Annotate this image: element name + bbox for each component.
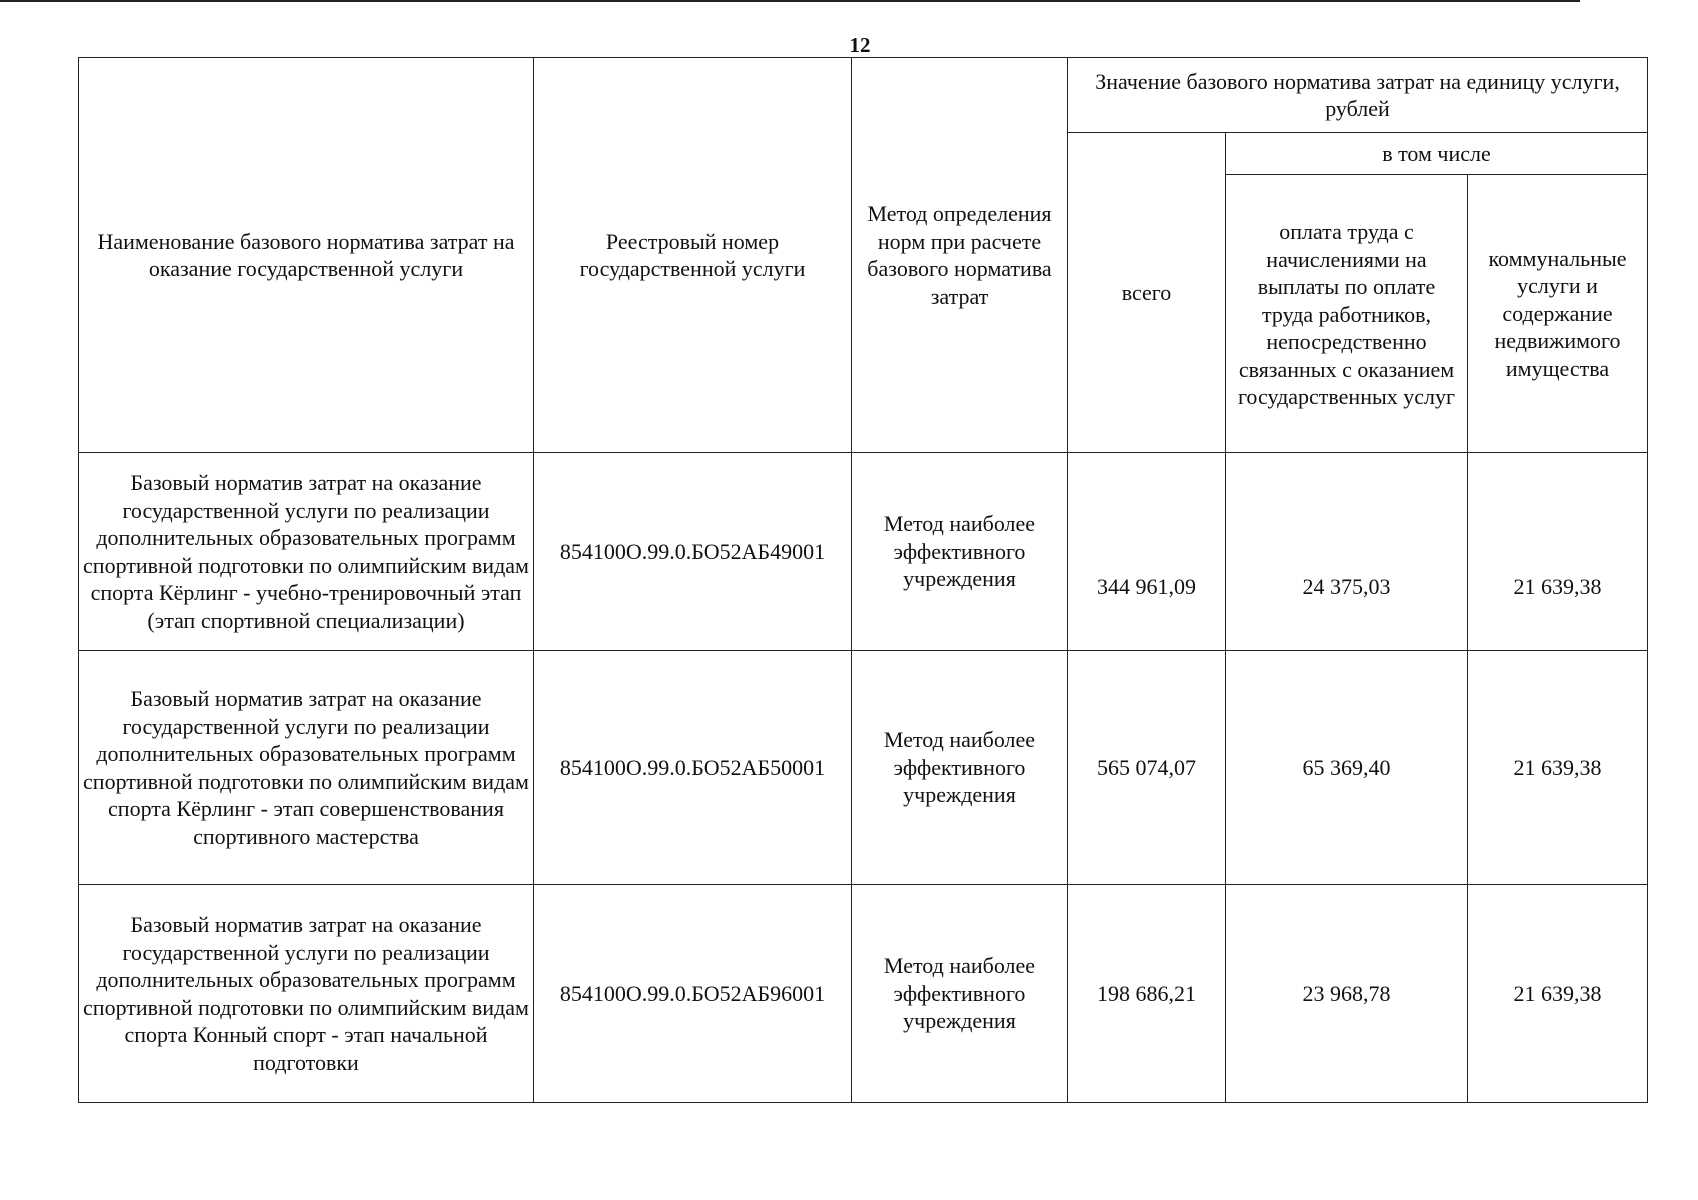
header-registry-number: Реестровый номер государственной услуги <box>534 58 852 453</box>
row-method: Метод наиболее эффективного учреждения <box>852 453 1068 651</box>
table-row <box>79 651 1648 885</box>
row-utilities: 21 639,38 <box>1468 651 1648 885</box>
row-method: Метод наиболее эффективного учреждения <box>852 885 1068 1103</box>
header-total: всего <box>1068 133 1226 453</box>
header-row-1 <box>79 58 1648 133</box>
header-method: Метод определения норм при расчете базового норматива затрат <box>852 58 1068 453</box>
row-labor: 23 968,78 <box>1226 885 1468 1103</box>
row-registry-number: 854100О.99.0.БО52АБ49001 <box>534 453 852 651</box>
row-registry-number: 854100О.99.0.БО52АБ96001 <box>534 885 852 1103</box>
top-border-line <box>0 0 1580 2</box>
row-utilities: 21 639,38 <box>1468 885 1648 1103</box>
row-norm-name: Базовый норматив затрат на оказание государственной услуги по реализации дополнительных образовательных программ спортивной подготовки по олимпийским видам спорта Кёрлинг - учебно-тренировочный этап (этап спортивной специализации) <box>79 453 534 651</box>
cost-norms-table <box>78 57 1648 1103</box>
table-row <box>79 885 1648 1103</box>
table-row <box>79 453 1648 651</box>
row-utilities: 21 639,38 <box>1468 453 1648 651</box>
row-norm-name: Базовый норматив затрат на оказание государственной услуги по реализации дополнительных образовательных программ спортивной подготовки по олимпийским видам спорта Кёрлинг - этап совершенствования спортивного мастерства <box>79 651 534 885</box>
row-norm-name: Базовый норматив затрат на оказание государственной услуги по реализации дополнительных образовательных программ спортивной подготовки по олимпийским видам спорта Конный спорт - этап начальной подготовки <box>79 885 534 1103</box>
row-labor: 65 369,40 <box>1226 651 1468 885</box>
header-utilities: коммунальные услуги и содержание недвижимого имущества <box>1468 175 1648 453</box>
header-including: в том числе <box>1226 133 1648 175</box>
header-value-group: Значение базового норматива затрат на единицу услуги, рублей <box>1068 58 1648 133</box>
row-total: 344 961,09 <box>1068 453 1226 651</box>
row-total: 198 686,21 <box>1068 885 1226 1103</box>
row-labor: 24 375,03 <box>1226 453 1468 651</box>
row-total: 565 074,07 <box>1068 651 1226 885</box>
row-method: Метод наиболее эффективного учреждения <box>852 651 1068 885</box>
page-number: 12 <box>849 33 871 57</box>
header-labor: оплата труда с начислениями на выплаты по оплате труда работников, непосредственно связанных с оказанием государственных услуг <box>1226 175 1468 453</box>
row-registry-number: 854100О.99.0.БО52АБ50001 <box>534 651 852 885</box>
header-name: Наименование базового норматива затрат на оказание государственной услуги <box>79 58 534 453</box>
